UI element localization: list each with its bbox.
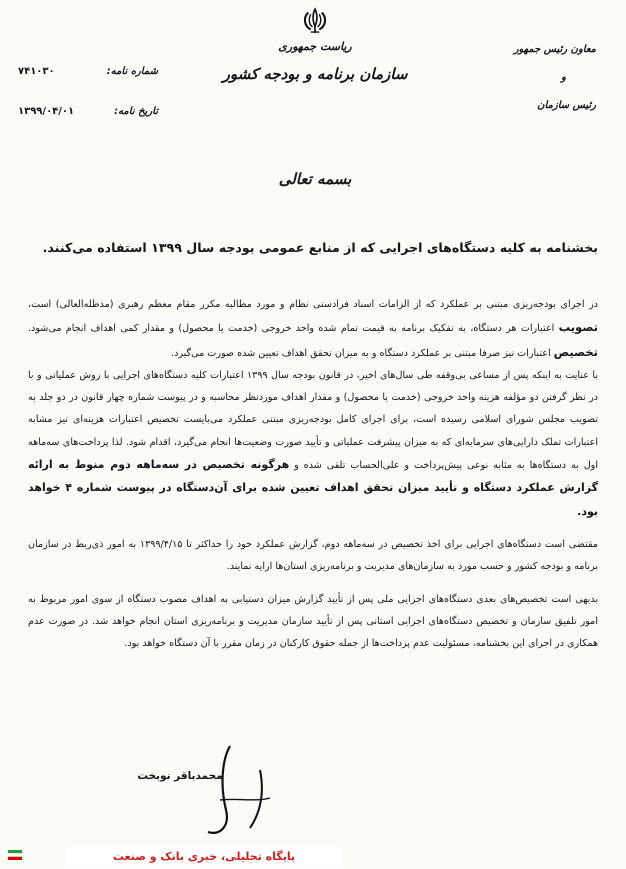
letter-number-label: شماره نامه: bbox=[106, 66, 158, 77]
letter-title: بخشنامه به کلیه دستگاه‌های اجرایی که از منابع عمومی بودجه سال ۱۳۹۹ استفاده می‌کنند. bbox=[42, 240, 598, 255]
letter-meta bbox=[18, 52, 158, 132]
footer-source: پایگاه تحلیلی، خبری بانک و صنعت bbox=[66, 846, 342, 868]
sender-title-line2: و bbox=[561, 72, 566, 83]
letter-date-label: تاریخ نامه: bbox=[114, 106, 158, 117]
approval-keyword: تصویب bbox=[558, 320, 598, 335]
signatory-name: محمدباقر نوبخت bbox=[137, 770, 223, 782]
signature-mark bbox=[160, 740, 300, 840]
paragraph-1-approval: اعتبارات هر دستگاه، به تفکیک برنامه به قیمت تمام شده واحد خروجی (خدمت یا محصول) و مقدار کمی اهداف انجام می‌شود. bbox=[28, 323, 555, 335]
paragraph-1-allocation: اعتبارات نیز صرفا مبتنی بر عملکرد دستگاه و به میزان تحقق اهداف تعیین شده صورت می‌گیرد. bbox=[171, 347, 551, 359]
paragraph-2-text: با عنایت به اینکه پس از مساعی بی‌وقفه طی سال‌های اخیر، در قانون بودجه سال ۱۳۹۹ اعتبارات کلیه دستگاه‌های اجرایی با روش عملیاتی و با در نظر گرفتن دو مؤلفه هزینه واحد خروجی (خدمت یا محصول) و مقدار اهداف موردنظر محاسبه و در پیوست شماره چهار قانون در دو جلد به تصویب مجلس شورای اسلامی رسیده است، برای اجرای کامل بودجه‌ریزی مبتنی عملکرد می‌بایست تخصیص اعتبارات هزینه‌ای نیز مشابه اعتبارات تملک دارایی‌های سرمایه‌ای که به میزان پیشرفت عملیاتی و تأیید صورت وضعیت‌ها انجام می‌گیرد، اقدام شود. لذا پرداخت‌های سه‌ماهه اول به دستگاه‌ها به مثابه نوعی پیش‌پرداخت و علی‌الحساب تلقی شده و bbox=[28, 369, 598, 472]
paragraph-2 bbox=[28, 365, 598, 524]
iran-emblem-icon bbox=[298, 4, 332, 38]
organization-name: سازمان برنامه و بودجه کشور bbox=[222, 65, 408, 83]
sender-title bbox=[476, 36, 596, 120]
paragraph-2-emphasis: هرگونه تخصیص در سه‌ماهه دوم منوط به ارائه گزارش عملکرد دستگاه و تأیید میزان تحقق اهداف تعیین شده برای آن‌دستگاه در پیوست شماره ۴ خواهد بود. bbox=[28, 458, 599, 518]
allocation-keyword: تخصیص bbox=[553, 344, 598, 359]
letter-date-value: ۱۳۹۹/۰۴/۰۱ bbox=[18, 106, 75, 117]
letter-number-value: ۷۴۱۰۳۰ bbox=[18, 66, 55, 77]
bismillah: بسمه تعالی bbox=[278, 170, 352, 188]
flag-icon bbox=[8, 850, 22, 860]
presidency-label: ریاست جمهوری bbox=[278, 40, 352, 53]
paragraph-3: مقتضی است دستگاه‌های اجرایی برای اخذ تخصیص در سه‌ماهه دوم، گزارش عملکرد خود را حداکثر تا ۱۳۹۹/۴/۱۵ به امور ذی‌ربط در سازمان برنامه و بودجه کشور و حسب مورد به سازمان‌های مدیریت و برنامه‌ریزی استان‌ها ارایه نمایند. bbox=[28, 538, 598, 573]
letter-body bbox=[28, 294, 598, 655]
paragraph-1-intro: در اجرای بودجه‌ریزی مبتنی بر عملکرد که از الزامات اسناد فرادستی نظام و مورد مطالبه مکرر مقام معظم رهبری (مدظله‌العالی) است، bbox=[28, 299, 598, 310]
letter-date-row bbox=[18, 92, 158, 132]
sender-title-line3: رئیس سازمان bbox=[537, 100, 596, 111]
letterhead bbox=[200, 2, 430, 83]
paragraph-1 bbox=[28, 294, 598, 365]
letter-number-row bbox=[18, 52, 158, 92]
paragraph-4: بدیهی است تخصیص‌های بعدی دستگاه‌های اجرایی ملی پس از تأیید گزارش میزان دستیابی به اهداف مصوب دستگاه از سوی امور مربوط به امور تلفیق سازمان و تخصیص دستگاه‌های اجرایی استانی پس از تأیید سازمان مدیریت و برنامه‌ریزی استان انجام خواهد شد. در صورت عدم همکاری در اجرای این بخشنامه، مسئولیت عدم پرداخت‌ها از جمله حقوق کارکنان در زمان مقرر با آن دستگاه خواهد بود. bbox=[28, 593, 598, 650]
sender-title-line1: معاون رئیس جمهور bbox=[513, 44, 596, 55]
